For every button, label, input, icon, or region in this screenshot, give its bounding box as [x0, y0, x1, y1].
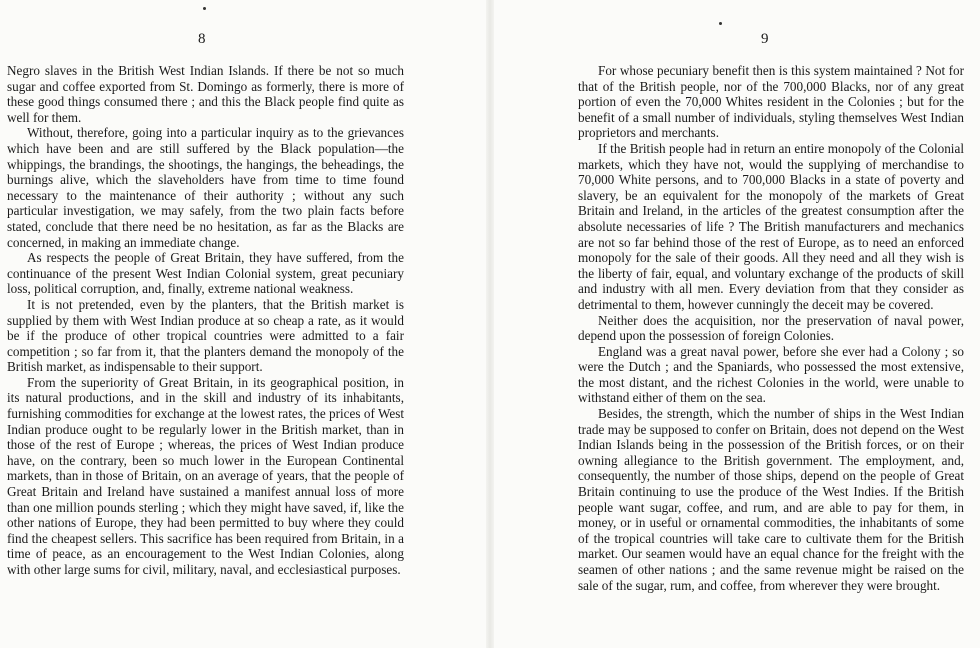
paragraph: It is not pretended, even by the planters, that the British market is supplied by them with West Indian produce at so cheap a rate, as it would be if the produce of other tropical countries were admitted to a fair competition ; so far from it, that the planters demand the monopoly of the British market, as indispensable to their support. — [7, 296, 404, 375]
paragraph: As respects the people of Great Britain, they have suffered, from the continuance of the present West Indian Colonial system, great pecuniary loss, political corruption, and, finally, extreme national weakness. — [7, 250, 404, 297]
paragraph: Besides, the strength, which the number of ships in the West Indian trade may be supposed to confer on Britain, does not depend on the West Indian Islands being in the possession of the British forces, or on their owning allegiance to the British government. The employment, and, consequently, the number of those ships, depend on the people of Great Britain continuing to use the produce of the West Indies. If the British people want sugar, coffee, and rum, and are able to pay for them, in money, or in useful or ornamental commodities, the inhabitants of some of the tropical countries will take care to cultivate them for the British market. Our seamen would have an equal chance for the freight with the seamen of other nations ; and the same revenue might be raised on the sale of the sugar, rum, and coffee, from wherever they were brought. — [578, 406, 964, 593]
paragraph: For whose pecuniary benefit then is this system maintained ? Not for that of the British people, nor of the 700,000 Blacks, nor of any great portion of even the 70,000 Whites resident in the Colonies ; but for the benefit of a small number of individuals, styling themselves West Indian proprietors and merchants. — [578, 63, 964, 141]
paragraph: Neither does the acquisition, nor the preservation of naval power, depend upon the possession of foreign Colonies. — [578, 312, 964, 344]
right-page — [490, 0, 980, 648]
page-number: 9 — [761, 31, 770, 47]
paragraph: From the superiority of Great Britain, in its geographical position, in its natural productions, and in the skill and industry of its inhabitants, furnishing commodities for exchange at the lowest rates, the prices of West Indian produce ought to be regularly lower in the British market, than in those of the rest of Europe ; whereas, the prices of West Indian produce have, on the contrary, been so much lower in the European Continental markets, than in those of Britain, on an average of years, that the people of Great Britain and Ireland have sustained a manifest annual loss of more than one million pounds sterling ; which they might have saved, if, like the other nations of Europe, they had been permitted to buy where they could find the cheapest sellers. This sacrifice has been required from Britain, in a time of peace, as an encouragement to the West Indian Colonies, along with other large sums for civil, military, naval, and ecclesiastical purposes. — [7, 374, 404, 577]
paragraph: Without, therefore, going into a particular inquiry as to the grievances which have been and are still suffered by the Black population—the whippings, the brandings, the shootings, the hangings, the beheadings, the burnings alive, which the slaveholders have from time to time found necessary to the maintenance of their authority ; without any such particular investigation, we may safely, from the two plain facts before stated, conclude that there need be no hesitation, as far as the Blacks are concerned, in making an immediate change. — [7, 125, 404, 250]
page-number: 8 — [198, 31, 207, 47]
paragraph: Negro slaves in the British West Indian Islands. If there be not so much sugar and coffee exported from St. Domingo as formerly, there is more of these good things consumed there ; and this the Black people find quite as well for them. — [7, 63, 404, 125]
paragraph: England was a great naval power, before she ever had a Colony ; so were the Dutch ; and the Spaniards, who possessed the most extensive, the most distant, and the richest Colonies in the world, were unable to withstand either of them on the sea. — [578, 343, 964, 406]
paragraph: If the British people had in return an entire monopoly of the Colonial markets, which they have not, would the supplying of merchandise to 70,000 White persons, and to 700,000 Blacks in a state of poverty and slavery, be an equivalent for the monopoly of the markets of Great Britain and Ireland, in the articles of the greatest consumption after the absolute necessaries of life ? The British manufacturers and mechanics are not so far behind those of the rest of Europe, as to need an enforced monopoly for the sale of their goods. All they need and all they wish is the liberty of fair, equal, and voluntary exchange of the products of skill and industry with all men. Every deviation from that they consider as detrimental to them, however cunningly the deceit may be covered. — [578, 140, 964, 312]
page-body — [7, 63, 404, 578]
page-body — [578, 63, 964, 593]
printer-mark — [719, 22, 722, 25]
printer-mark — [203, 7, 206, 10]
